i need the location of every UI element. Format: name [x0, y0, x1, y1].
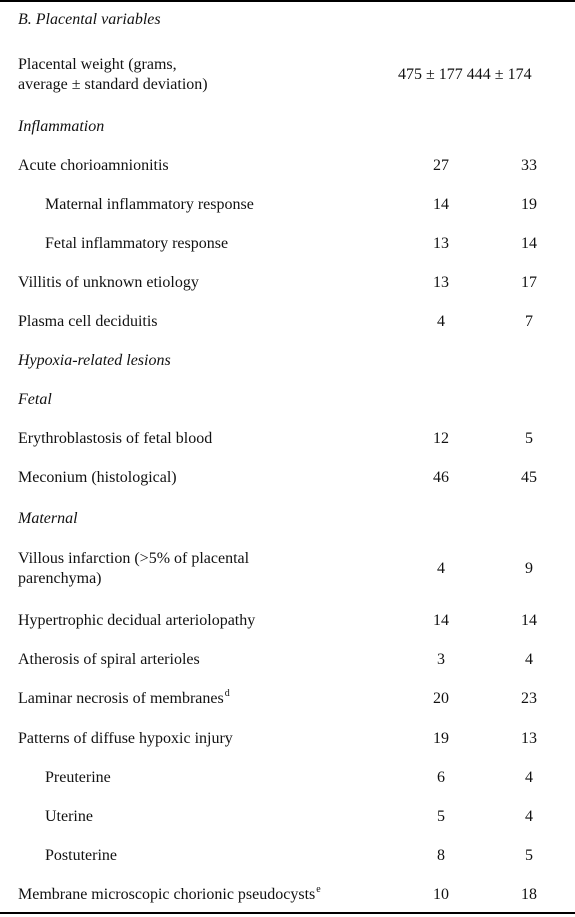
- row-label: [18, 885, 321, 906]
- row-label: Villitis of unknown etiology: [18, 274, 199, 291]
- row-value-1: 3: [437, 651, 445, 668]
- villous-label-1: Villous infarction (>5% of placental: [18, 550, 250, 567]
- row-value-1: 5: [437, 808, 445, 825]
- footnote-marker-e: e: [316, 884, 321, 895]
- row-value-1: 14: [433, 196, 449, 213]
- fetal-header: Fetal: [18, 391, 52, 408]
- table-bottom-rule: [0, 912, 575, 914]
- row-value-2: 18: [521, 886, 537, 903]
- row-value-2: 45: [521, 469, 537, 486]
- row-label: Uterine: [45, 808, 93, 825]
- row-label: Postuterine: [45, 847, 117, 864]
- row-value-2: 5: [525, 847, 533, 864]
- row-value-2: 5: [525, 430, 533, 447]
- row-label: Erythroblastosis of fetal blood: [18, 430, 213, 447]
- row-value-1: 46: [433, 469, 449, 486]
- row-value-2: 7: [525, 313, 533, 330]
- row-label: [18, 689, 230, 710]
- row-value-1: 20: [433, 690, 449, 707]
- row-value-1: 14: [433, 612, 449, 629]
- row-value-2: 14: [521, 612, 537, 629]
- row-value-2: 4: [525, 651, 533, 668]
- footnote-marker-d: d: [224, 688, 230, 699]
- maternal-header: Maternal: [18, 510, 78, 527]
- row-value-2: 4: [525, 808, 533, 825]
- row-value-2: 23: [521, 690, 537, 707]
- row-value-2: 9: [525, 560, 533, 577]
- row-label: Atherosis of spiral arterioles: [18, 651, 200, 668]
- row-label: Hypertrophic decidual arteriolopathy: [18, 612, 256, 629]
- row-value-2: 17: [521, 274, 537, 291]
- row-value-2: 14: [521, 235, 537, 252]
- row-value-2: 4: [525, 769, 533, 786]
- inflammation-header: Inflammation: [18, 118, 105, 135]
- placental-weight-label-1: Placental weight (grams,: [18, 56, 177, 73]
- row-value-2: 33: [521, 157, 537, 174]
- row-value-1: 4: [437, 313, 445, 330]
- row-label: Preuterine: [45, 769, 111, 786]
- row-value-1: 4: [437, 560, 445, 577]
- row-value-1: 27: [433, 157, 449, 174]
- villous-label-2: parenchyma): [18, 570, 102, 587]
- row-value-1: 6: [437, 769, 445, 786]
- section-title: B. Placental variables: [18, 11, 161, 28]
- row-value-1: 13: [433, 235, 449, 252]
- row-label: Acute chorioamnionitis: [18, 157, 169, 174]
- hypoxia-header: Hypoxia-related lesions: [18, 352, 171, 369]
- row-label: Plasma cell deciduitis: [18, 313, 158, 330]
- row-label: Meconium (histological): [18, 469, 177, 486]
- row-label: Fetal inflammatory response: [45, 235, 229, 252]
- row-value-2: 19: [521, 196, 537, 213]
- placental-weight-values: 475 ± 177 444 ± 174: [398, 66, 532, 83]
- row-label-text: Laminar necrosis of membranes: [18, 690, 224, 707]
- row-value-2: 13: [521, 730, 537, 747]
- row-label: Maternal inflammatory response: [45, 196, 254, 213]
- row-value-1: 10: [433, 886, 449, 903]
- row-value-1: 13: [433, 274, 449, 291]
- row-value-1: 8: [437, 847, 445, 864]
- row-label: Patterns of diffuse hypoxic injury: [18, 730, 233, 747]
- placental-weight-label-2: average ± standard deviation): [18, 76, 208, 93]
- row-label-text: Membrane microscopic chorionic pseudocysts: [18, 886, 316, 903]
- row-value-1: 19: [433, 730, 449, 747]
- row-value-1: 12: [433, 430, 449, 447]
- table-top-rule: [0, 0, 575, 2]
